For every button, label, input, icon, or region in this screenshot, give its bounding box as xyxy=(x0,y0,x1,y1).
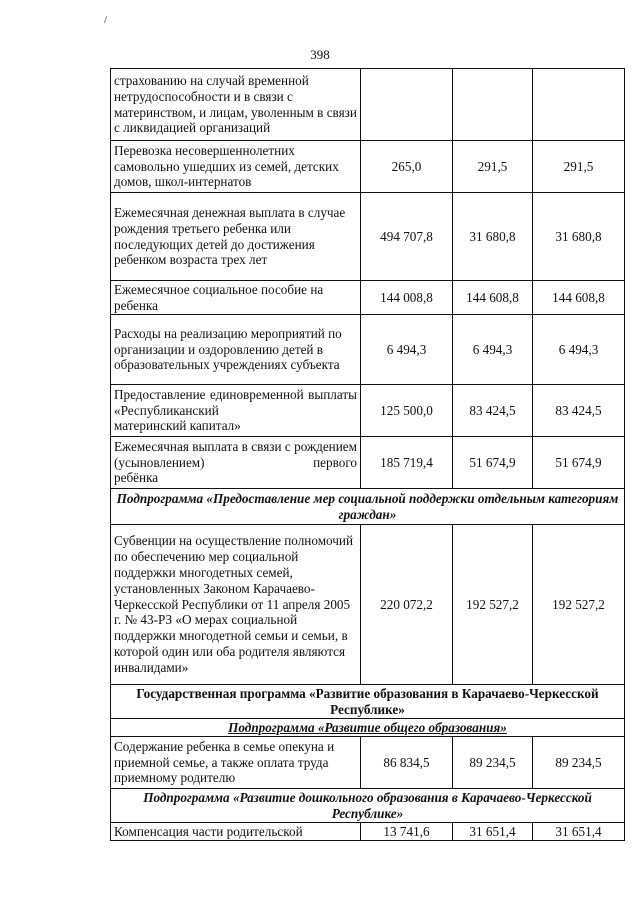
value-cell: 31 651,4 xyxy=(533,823,625,841)
value-cell: 31 680,8 xyxy=(453,193,533,281)
value-cell: 291,5 xyxy=(453,141,533,193)
value-cell: 185 719,4 xyxy=(361,437,453,489)
page-number: 398 xyxy=(310,47,330,62)
table-row xyxy=(111,823,625,841)
table-row xyxy=(111,437,625,489)
row-name: страхованию на случай временной нетрудоспособности и в связи с материнством, и лицам, уволенным в связи с ликвидацией организаций xyxy=(111,69,361,141)
table-row xyxy=(111,315,625,385)
value-cell: 83 424,5 xyxy=(533,385,625,437)
table-row xyxy=(111,193,625,281)
row-name-last-line: ребёнка xyxy=(114,470,159,486)
subprogram-title: Подпрограмма «Развитие общего образования» xyxy=(228,719,507,735)
value-cell: 31 680,8 xyxy=(533,193,625,281)
value-cell: 144 008,8 xyxy=(361,281,453,315)
subprogram-heading: Подпрограмма «Предоставление мер социальной поддержки отдельным категориям граждан» xyxy=(111,489,625,525)
table-row xyxy=(111,141,625,193)
table-row xyxy=(111,737,625,789)
program-row xyxy=(111,685,625,719)
row-name: Субвенции на осуществление полномочий по обеспечению мер социальной поддержки многодетных семей, установленных Законом Карачаево-Черкесской Республики от 11 апреля 2005 г. № 43-РЗ «О мерах социальной поддержки многодетной семьи и семьи, в которой один или оба родителя являются инвалидами» xyxy=(111,525,361,685)
value-cell: 192 527,2 xyxy=(453,525,533,685)
value-cell: 51 674,9 xyxy=(453,437,533,489)
value-cell: 291,5 xyxy=(533,141,625,193)
row-name: Содержание ребенка в семье опекуна и приемной семье, а также оплата труда приемному родителю xyxy=(111,737,361,789)
corner-mark: / xyxy=(104,14,108,26)
value-cell: 13 741,6 xyxy=(361,823,453,841)
value-cell xyxy=(361,69,453,141)
row-name: Ежемесячная денежная выплата в случае рождения третьего ребенка или последующих детей до достижения ребенком возраста трех лет xyxy=(111,193,361,281)
value-cell: 144 608,8 xyxy=(533,281,625,315)
table-row xyxy=(111,525,625,685)
row-name xyxy=(111,385,361,437)
value-cell: 125 500,0 xyxy=(361,385,453,437)
value-cell: 89 234,5 xyxy=(453,737,533,789)
row-name: Ежемесячное социальное пособие на ребенка xyxy=(111,281,361,315)
row-name-justified: Предоставление единовременной выплаты «Республиканский xyxy=(114,386,357,418)
row-name: Компенсация части родительской xyxy=(111,823,361,841)
row-name: Расходы на реализацию мероприятий по организации и оздоровлению детей в образовательных учреждениях субъекта xyxy=(111,315,361,385)
row-name-last-line: материнский капитал» xyxy=(114,418,241,434)
value-cell: 83 424,5 xyxy=(453,385,533,437)
value-cell: 265,0 xyxy=(361,141,453,193)
section-row xyxy=(111,719,625,737)
budget-table xyxy=(110,68,625,841)
subprogram-heading xyxy=(111,719,625,737)
value-cell: 51 674,9 xyxy=(533,437,625,489)
value-cell: 220 072,2 xyxy=(361,525,453,685)
row-name xyxy=(111,437,361,489)
value-cell: 6 494,3 xyxy=(361,315,453,385)
row-name: Перевозка несовершеннолетних самовольно ушедших из семей, детских домов, школ-интернатов xyxy=(111,141,361,193)
section-row xyxy=(111,489,625,525)
section-row xyxy=(111,789,625,823)
row-name-justified: Ежемесячная выплата в связи с рождением (усыновлением) первого xyxy=(114,438,357,470)
value-cell: 494 707,8 xyxy=(361,193,453,281)
value-cell xyxy=(533,69,625,141)
subprogram-heading: Подпрограмма «Развитие дошкольного образования в Карачаево-Черкесской Республике» xyxy=(111,789,625,823)
value-cell: 86 834,5 xyxy=(361,737,453,789)
value-cell: 6 494,3 xyxy=(533,315,625,385)
value-cell xyxy=(453,69,533,141)
value-cell: 31 651,4 xyxy=(453,823,533,841)
value-cell: 192 527,2 xyxy=(533,525,625,685)
value-cell: 144 608,8 xyxy=(453,281,533,315)
value-cell: 6 494,3 xyxy=(453,315,533,385)
program-heading: Государственная программа «Развитие образования в Карачаево-Черкесской Республике» xyxy=(111,685,625,719)
value-cell: 89 234,5 xyxy=(533,737,625,789)
table-row xyxy=(111,281,625,315)
table-row xyxy=(111,385,625,437)
table-row xyxy=(111,69,625,141)
